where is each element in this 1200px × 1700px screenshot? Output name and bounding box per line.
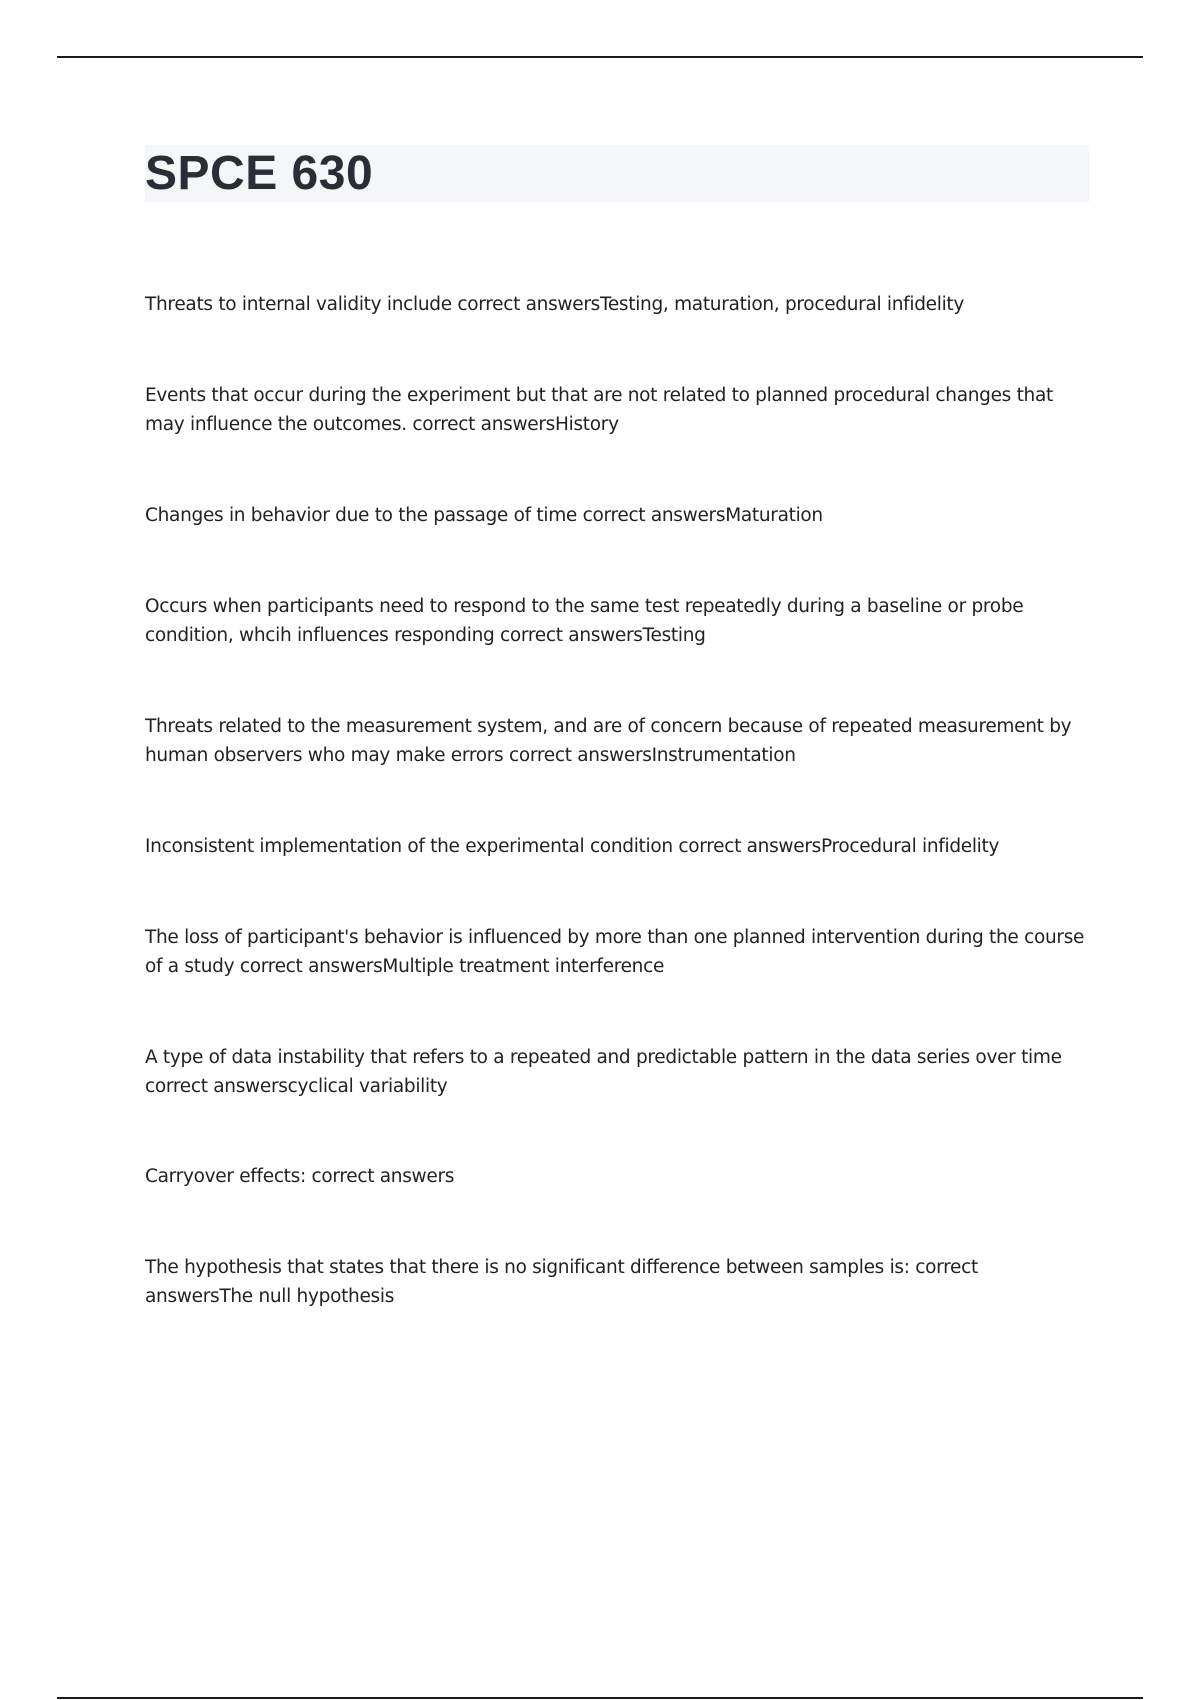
footer-rule [57,1697,1143,1699]
qa-item: The hypothesis that states that there is no significant difference between samples is: correct answersThe null hypothesis [145,1257,978,1307]
page-title: SPCE 630 [145,147,374,200]
qa-item: Carryover effects: correct answers [145,1166,455,1187]
qa-item: Occurs when participants need to respond to the same test repeatedly during a baseline or probe condition, whcih influences responding correct answersTesting [145,596,1024,646]
header-rule [57,56,1143,58]
qa-item: A type of data instability that refers to a repeated and predictable pattern in the data series over time correct answerscyclical variability [145,1047,1062,1097]
qa-item: The loss of participant's behavior is influenced by more than one planned intervention during the course of a study correct answersMultiple treatment interference [145,927,1085,977]
qa-item: Threats related to the measurement system, and are of concern because of repeated measurement by human observers who may make errors correct answersInstrumentation [145,716,1072,766]
qa-item: Threats to internal validity include correct answersTesting, maturation, procedural infidelity [145,294,965,315]
qa-item: Changes in behavior due to the passage of time correct answersMaturation [145,505,823,526]
title-bar [145,145,1089,202]
qa-item: Inconsistent implementation of the experimental condition correct answersProcedural infidelity [145,836,1000,857]
qa-item: Events that occur during the experiment but that are not related to planned procedural changes that may influence the outcomes. correct answersHistory [145,385,1053,435]
qa-list [145,290,1090,1313]
